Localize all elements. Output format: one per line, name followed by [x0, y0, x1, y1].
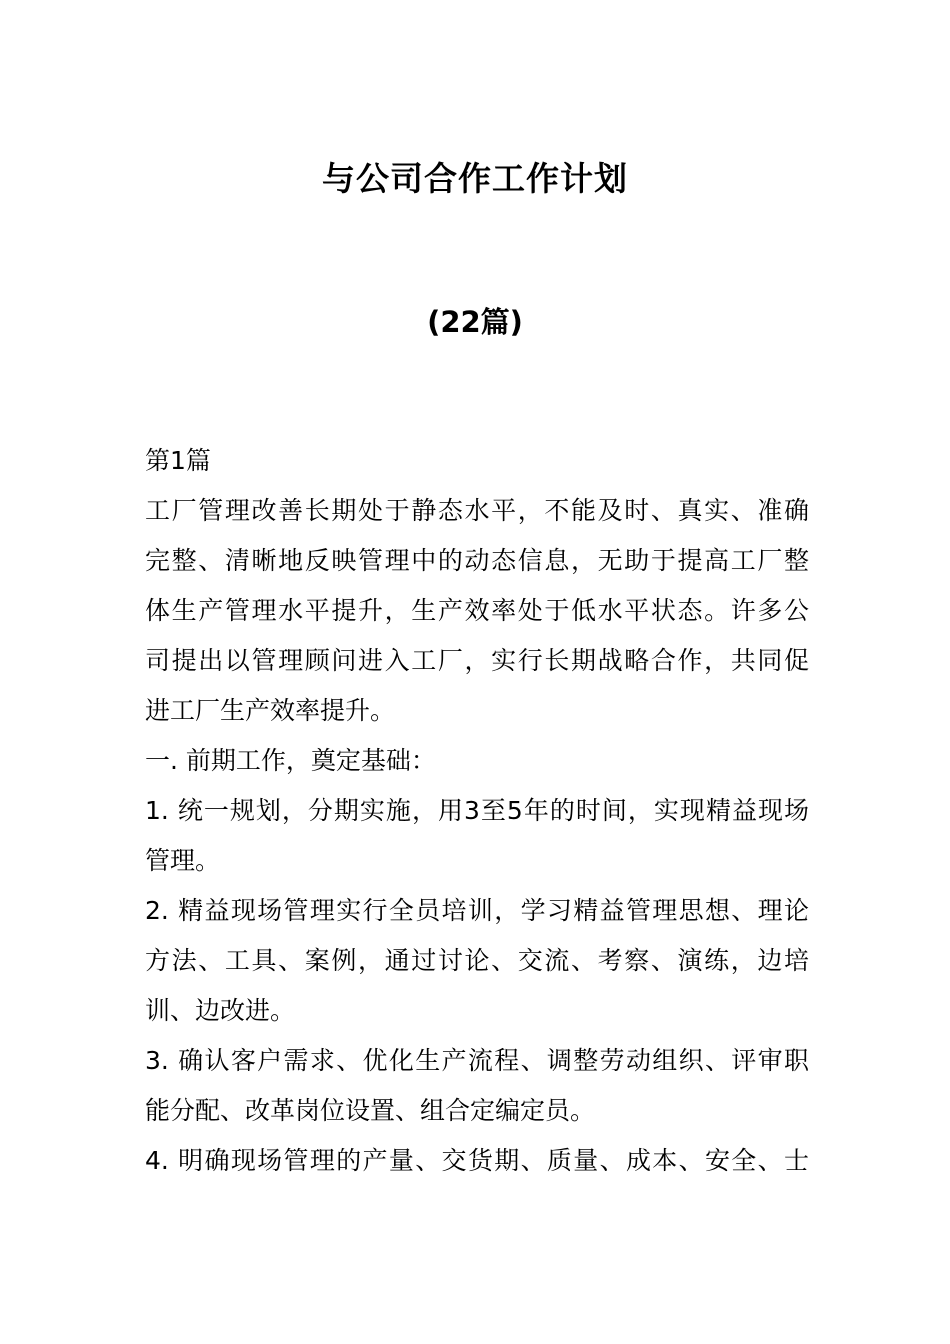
body-text-line: 进工厂生产效率提升。: [145, 696, 396, 725]
document-body: [145, 436, 809, 1186]
document-title: 与公司合作工作计划: [322, 159, 628, 198]
body-text-line: 3. 确认客户需求、优化生产流程、调整劳动组织、评审职: [145, 1046, 809, 1075]
body-text-line: 完整、清晰地反映管理中的动态信息，无助于提高工厂整: [145, 546, 809, 575]
body-text-line: 体生产管理水平提升，生产效率处于低水平状态。许多公: [145, 596, 809, 625]
body-text-line: 4. 明确现场管理的产量、交货期、质量、成本、安全、士: [145, 1146, 809, 1175]
body-text-line: 工厂管理改善长期处于静态水平，不能及时、真实、准确: [145, 496, 809, 525]
body-text-line: 第1篇: [145, 446, 211, 475]
body-text-line: 方法、工具、案例，通过讨论、交流、考察、演练，边培: [145, 946, 809, 975]
body-text-line: 1. 统一规划，分期实施，用3至5年的时间，实现精益现场: [145, 796, 809, 825]
body-text-line: 2. 精益现场管理实行全员培训，学习精益管理思想、理论: [145, 896, 809, 925]
body-text-line: 训、边改进。: [145, 996, 296, 1025]
body-text-line: 管理。: [145, 846, 221, 875]
body-text-line: 一. 前期工作，奠定基础：: [145, 746, 436, 775]
document-subtitle: (22篇): [427, 305, 523, 339]
body-text-line: 能分配、改革岗位设置、组合定编定员。: [145, 1096, 596, 1125]
body-text-line: 司提出以管理顾问进入工厂，实行长期战略合作，共同促: [145, 646, 809, 675]
